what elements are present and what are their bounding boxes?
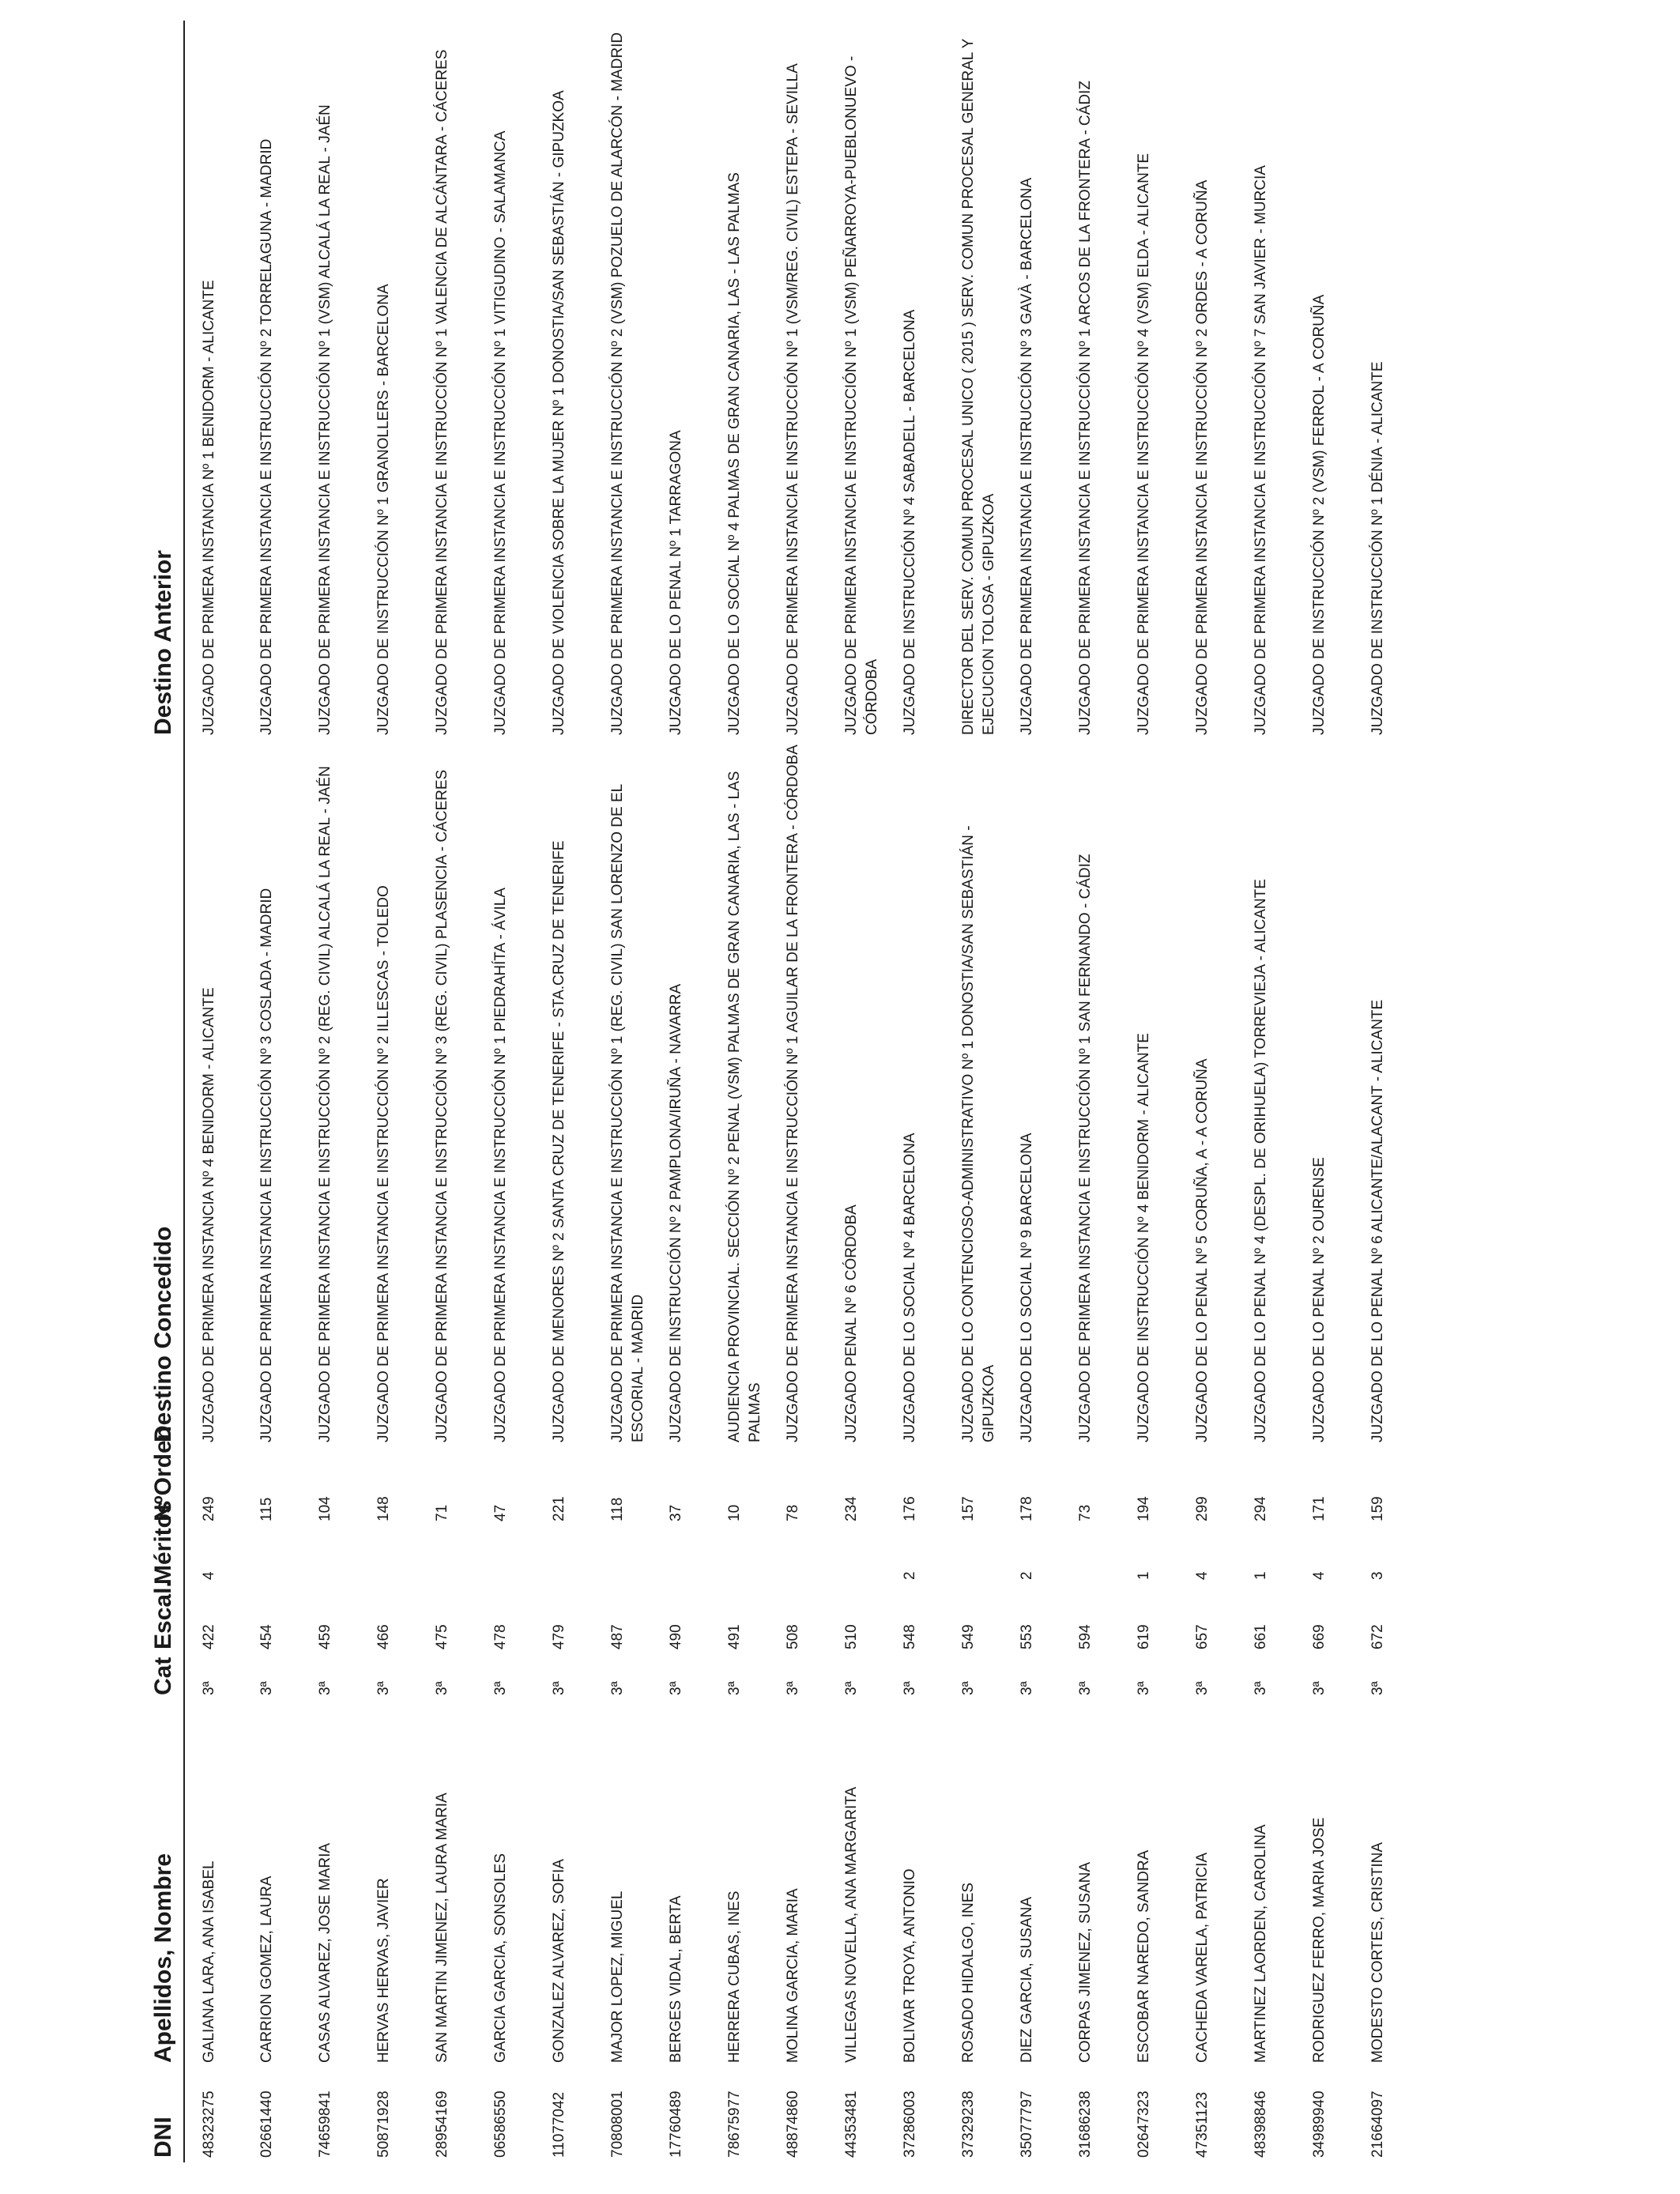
table-row (944, 21, 1003, 2162)
cell-dni: 02661440 (258, 2090, 275, 2158)
cell-dni: 48323275 (201, 2090, 217, 2158)
cell-escal: 672 (1369, 1624, 1386, 1649)
cell-cat: 3ª (1136, 1681, 1152, 1695)
cell-dni: 35077797 (1019, 2090, 1035, 2158)
cell-name: MAJOR LOPEZ, MIGUEL (609, 1891, 626, 2063)
cell-destino-concedido: JUZGADO DE PRIMERA INSTANCIA E INSTRUCCIÓN Nº 2 (REG. CIVIL) ALCALÁ LA REAL - JAÉN (317, 766, 333, 1442)
cell-cat: 3ª (1019, 1681, 1035, 1695)
cell-dni: 78675977 (726, 2090, 743, 2158)
cell-orden: 104 (317, 1496, 333, 1521)
cell-destino-anterior: JUZGADO DE LO SOCIAL Nº 4 PALMAS DE GRAN CANARIA, LAS - LAS PALMAS (726, 172, 743, 735)
cell-orden: 234 (843, 1496, 860, 1521)
cell-name: MOLINA GARCIA, MARIA (785, 1888, 801, 2063)
cell-dni: 28954169 (434, 2090, 450, 2158)
cell-dni: 06586550 (492, 2090, 509, 2158)
cell-meritos: 1 (1252, 1571, 1269, 1580)
cell-destino-anterior: JUZGADO DE INSTRUCCIÓN Nº 1 DÉNIA - ALICANTE (1369, 361, 1386, 735)
header-meritos: Méritos (150, 1526, 184, 1589)
cell-destino-concedido: JUZGADO DE LO PENAL Nº 5 CORUÑA, A - A CORUÑA (1194, 1058, 1211, 1442)
cell-dni: 70808001 (609, 2090, 626, 2158)
cell-destino-concedido: JUZGADO DE PRIMERA INSTANCIA E INSTRUCCIÓN Nº 3 COSLADA - MADRID (258, 888, 275, 1442)
cell-cat: 3ª (1194, 1681, 1211, 1695)
table-row (710, 21, 769, 2162)
cell-dni: 02647323 (1136, 2090, 1152, 2158)
cell-orden: 73 (1077, 1504, 1094, 1521)
cell-name: SAN MARTIN JIMENEZ, LAURA MARIA (434, 1793, 450, 2063)
cell-escal: 454 (258, 1624, 275, 1649)
cell-meritos (535, 1526, 593, 1589)
header-cat: Cat (150, 1654, 184, 1700)
cell-destino-concedido: JUZGADO DE INSTRUCCIÓN Nº 4 BENIDORM - ALICANTE (1136, 1033, 1152, 1442)
cell-name: GARCIA GARCIA, SONSOLES (492, 1853, 509, 2063)
cell-cat: 3ª (609, 1681, 626, 1695)
cell-destino-anterior: JUZGADO DE PRIMERA INSTANCIA E INSTRUCCIÓN Nº 2 (VSM) POZUELO DE ALARCÓN - MADRID (609, 32, 626, 735)
cell-dni: 37286003 (902, 2090, 918, 2158)
cell-destino-anterior: JUZGADO DE PRIMERA INSTANCIA E INSTRUCCIÓN Nº 2 ORDES - A CORUÑA (1194, 179, 1211, 735)
cell-destino-anterior: DIRECTOR DEL SERV. COMUN PROCESAL UNICO ( 2015 ) SERV. COMUN PROCESAL GENERAL Y EJECUCION TOLOSA - GIPUZKOA (960, 39, 997, 735)
cell-meritos: 4 (201, 1571, 217, 1580)
cell-destino-concedido: AUDIENCIA PROVINCIAL. SECCIÓN Nº 2 PENAL (VSM) PALMAS DE GRAN CANARIA, LAS - LAS PALMAS (726, 771, 763, 1442)
cell-destino-anterior: JUZGADO DE INSTRUCCIÓN Nº 4 SABADELL - BARCELONA (902, 309, 918, 735)
cell-cat: 3ª (1077, 1681, 1094, 1695)
cell-orden: 118 (609, 1497, 626, 1521)
cell-destino-concedido: JUZGADO DE PRIMERA INSTANCIA E INSTRUCCIÓN Nº 1 (REG. CIVIL) SAN LORENZO DE EL ESCORIAL - MADRID (609, 784, 646, 1442)
cell-meritos (301, 1526, 360, 1589)
cell-name: VILLEGAS NOVELLA, ANA MARGARITA (843, 1786, 860, 2063)
cell-escal: 661 (1252, 1624, 1269, 1649)
table-row (1003, 21, 1061, 2162)
cell-orden: 171 (1311, 1496, 1328, 1521)
cell-destino-anterior: JUZGADO DE VIOLENCIA SOBRE LA MUJER Nº 1 DONOSTIA/SAN SEBASTIÁN - GIPUZKOA (551, 90, 567, 735)
cell-destino-concedido: JUZGADO DE LO CONTENCIOSO-ADMINISTRATIVO Nº 1 DONOSTIA/SAN SEBASTIÁN - GIPUZKOA (960, 825, 997, 1442)
cell-meritos: 2 (902, 1571, 918, 1580)
cell-name: CARRION GOMEZ, LAURA (258, 1875, 275, 2063)
cell-destino-concedido: JUZGADO DE PRIMERA INSTANCIA E INSTRUCCIÓN Nº 1 SAN FERNANDO - CÁDIZ (1077, 854, 1094, 1442)
cell-destino-anterior: JUZGADO DE PRIMERA INSTANCIA E INSTRUCCIÓN Nº 7 SAN JAVIER - MURCIA (1252, 165, 1269, 735)
cell-escal: 459 (317, 1624, 333, 1649)
cell-orden: 294 (1252, 1496, 1269, 1521)
cell-orden: 71 (434, 1504, 450, 1521)
cell-destino-anterior: JUZGADO DE PRIMERA INSTANCIA E INSTRUCCIÓN Nº 1 (VSM) PEÑARROYA-PUEBLONUEVO - CÓRDOBA (843, 55, 880, 735)
cell-name: ROSADO HIDALGO, INES (960, 1882, 977, 2063)
cell-meritos (243, 1526, 301, 1589)
table-row (243, 21, 301, 2162)
cell-meritos (477, 1526, 535, 1589)
table-row (360, 21, 418, 2162)
cell-escal: 657 (1194, 1624, 1211, 1649)
cell-destino-anterior: JUZGADO DE PRIMERA INSTANCIA E INSTRUCCIÓN Nº 1 VALENCIA DE ALCÁNTARA - CÁCERES (434, 49, 450, 735)
cell-destino-concedido: JUZGADO DE LO PENAL Nº 4 (DESPL. DE ORIHUELA) TORREVIEJA - ALICANTE (1252, 879, 1269, 1442)
cell-meritos: 4 (1311, 1571, 1328, 1580)
table-row (769, 21, 827, 2162)
cell-cat: 3ª (258, 1681, 275, 1695)
cell-meritos (652, 1526, 710, 1589)
table-row (593, 21, 652, 2162)
cell-name: GALIANA LARA, ANA ISABEL (201, 1860, 217, 2063)
cell-meritos (710, 1526, 769, 1589)
cell-dni: 21664097 (1369, 2090, 1386, 2158)
table-row (184, 21, 243, 2162)
cell-orden: 249 (201, 1496, 217, 1521)
cell-orden: 299 (1194, 1496, 1211, 1521)
cell-escal: 619 (1136, 1624, 1152, 1649)
cell-destino-concedido: JUZGADO DE PRIMERA INSTANCIA Nº 4 BENIDORM - ALICANTE (201, 987, 217, 1442)
header-anterior: Destino Anterior (150, 21, 184, 740)
cell-escal: 549 (960, 1624, 977, 1649)
cell-cat: 3ª (726, 1681, 743, 1695)
header-orden: NºOrden (150, 1447, 184, 1526)
cell-orden: 148 (375, 1496, 392, 1521)
cell-cat: 3ª (1369, 1681, 1386, 1695)
cell-destino-concedido: JUZGADO DE INSTRUCCIÓN Nº 2 PAMPLONA/IRUÑA - NAVARRA (668, 983, 684, 1442)
cell-dni: 34989940 (1311, 2090, 1328, 2158)
cell-destino-anterior: JUZGADO DE PRIMERA INSTANCIA E INSTRUCCIÓN Nº 1 VITIGUDINO - SALAMANCA (492, 130, 509, 735)
cell-dni: 50871928 (375, 2090, 392, 2158)
cell-orden: 176 (902, 1496, 918, 1521)
cell-name: GONZALEZ ALVAREZ, SOFIA (551, 1859, 567, 2063)
table-row (1295, 21, 1354, 2162)
destinations-table (150, 21, 1412, 2162)
cell-destino-concedido: JUZGADO DE PRIMERA INSTANCIA E INSTRUCCIÓN Nº 2 ILLESCAS - TOLEDO (375, 885, 392, 1442)
cell-cat: 3ª (201, 1681, 217, 1695)
cell-escal: 508 (785, 1624, 801, 1649)
cell-escal: 422 (201, 1624, 217, 1649)
cell-destino-concedido: JUZGADO DE LO SOCIAL Nº 9 BARCELONA (1019, 1133, 1035, 1442)
cell-destino-anterior: JUZGADO DE PRIMERA INSTANCIA E INSTRUCCIÓN Nº 1 (VSM) ALCALÁ LA REAL - JAÉN (317, 104, 333, 735)
document-sheet (150, 21, 1412, 2162)
table-row (418, 21, 477, 2162)
cell-cat: 3ª (668, 1681, 684, 1695)
cell-escal: 478 (492, 1624, 509, 1649)
cell-destino-concedido: JUZGADO DE LO PENAL Nº 6 ALICANTE/ALACANT - ALICANTE (1369, 999, 1386, 1442)
cell-destino-anterior: JUZGADO DE INSTRUCCIÓN Nº 1 GRANOLLERS - BARCELONA (375, 284, 392, 735)
cell-dni: 48398846 (1252, 2090, 1269, 2158)
cell-destino-concedido: JUZGADO DE MENORES Nº 2 SANTA CRUZ DE TENERIFE - STA.CRUZ DE TENERIFE (551, 840, 567, 1442)
cell-name: RODRIGUEZ FERRO, MARIA JOSE (1311, 1817, 1328, 2063)
cell-destino-concedido: JUZGADO DE LO SOCIAL Nº 4 BARCELONA (902, 1133, 918, 1442)
cell-destino-anterior: JUZGADO DE PRIMERA INSTANCIA E INSTRUCCIÓN Nº 1 (VSM/REG. CIVIL) ESTEPA - SEVILLA (785, 63, 801, 735)
table-row (1178, 21, 1237, 2162)
cell-escal: 510 (843, 1624, 860, 1649)
cell-cat: 3ª (785, 1681, 801, 1695)
cell-cat: 3ª (375, 1681, 392, 1695)
cell-destino-anterior: JUZGADO DE PRIMERA INSTANCIA Nº 1 BENIDORM - ALICANTE (201, 280, 217, 735)
cell-destino-concedido: JUZGADO DE PRIMERA INSTANCIA E INSTRUCCIÓN Nº 3 (REG. CIVIL) PLASENCIA - CÁCERES (434, 769, 450, 1442)
cell-name: CORPAS JIMENEZ, SUSANA (1077, 1861, 1094, 2063)
header-concedido: Destino Concedido (150, 740, 184, 1447)
cell-escal: 491 (726, 1624, 743, 1649)
cell-meritos: 4 (1194, 1571, 1211, 1580)
cell-orden: 78 (785, 1504, 801, 1521)
cell-orden: 157 (960, 1496, 977, 1521)
cell-name: MODESTO CORTES, CRISTINA (1369, 1842, 1386, 2063)
cell-name: HERRERA CUBAS, INES (726, 1891, 743, 2063)
table-row (301, 21, 360, 2162)
table-row (1237, 21, 1295, 2162)
cell-name: ESCOBAR NAREDO, SANDRA (1136, 1849, 1152, 2063)
table-header-row (150, 21, 184, 2162)
cell-dni: 37329238 (960, 2090, 977, 2158)
cell-orden: 10 (726, 1504, 743, 1521)
cell-dni: 11077042 (551, 2091, 567, 2158)
cell-escal: 553 (1019, 1624, 1035, 1649)
table-body (184, 21, 1412, 2162)
cell-meritos (769, 1526, 827, 1589)
cell-meritos (944, 1526, 1003, 1589)
cell-meritos (418, 1526, 477, 1589)
cell-escal: 487 (609, 1624, 626, 1649)
cell-orden: 221 (551, 1496, 567, 1521)
table-row (477, 21, 535, 2162)
cell-meritos: 1 (1136, 1571, 1152, 1580)
cell-escal: 479 (551, 1624, 567, 1649)
cell-name: CASAS ALVAREZ, JOSE MARIA (317, 1842, 333, 2063)
header-escal: Escal. (150, 1589, 184, 1654)
cell-orden: 115 (258, 1497, 275, 1521)
cell-cat: 3ª (960, 1681, 977, 1695)
table-row (535, 21, 593, 2162)
cell-destino-anterior: JUZGADO DE INSTRUCCIÓN Nº 2 (VSM) FERROL - A CORUÑA (1311, 294, 1328, 735)
cell-cat: 3ª (1311, 1681, 1328, 1695)
cell-name: BERGES VIDAL, BERTA (668, 1895, 684, 2063)
cell-dni: 17760489 (668, 2090, 684, 2158)
header-name: Apellidos, Nombre (150, 1700, 184, 2068)
cell-escal: 548 (902, 1624, 918, 1649)
cell-cat: 3ª (902, 1681, 918, 1695)
cell-dni: 31686238 (1077, 2090, 1094, 2158)
cell-cat: 3ª (317, 1681, 333, 1695)
cell-orden: 194 (1136, 1496, 1152, 1521)
cell-dni: 44353481 (843, 2090, 860, 2158)
cell-destino-concedido: JUZGADO DE PRIMERA INSTANCIA E INSTRUCCIÓN Nº 1 PIEDRAHÍTA - ÁVILA (492, 888, 509, 1442)
cell-destino-concedido: JUZGADO DE PRIMERA INSTANCIA E INSTRUCCIÓN Nº 1 AGUILAR DE LA FRONTERA - CÓRDOBA (785, 745, 801, 1442)
cell-cat: 3ª (492, 1681, 509, 1695)
cell-escal: 490 (668, 1624, 684, 1649)
cell-orden: 178 (1019, 1496, 1035, 1521)
cell-meritos (1061, 1526, 1120, 1589)
cell-dni: 74659841 (317, 2090, 333, 2158)
table-row (1061, 21, 1120, 2162)
cell-name: DIEZ GARCIA, SUSANA (1019, 1896, 1035, 2063)
cell-orden: 159 (1369, 1496, 1386, 1521)
cell-escal: 669 (1311, 1624, 1328, 1649)
cell-meritos (827, 1526, 886, 1589)
cell-cat: 3ª (434, 1681, 450, 1695)
table-row (652, 21, 710, 2162)
cell-destino-anterior: JUZGADO DE PRIMERA INSTANCIA E INSTRUCCIÓN Nº 1 ARCOS DE LA FRONTERA - CÁDIZ (1077, 81, 1094, 735)
cell-destino-concedido: JUZGADO PENAL Nº 6 CÓRDOBA (843, 1204, 860, 1442)
cell-name: BOLIVAR TROYA, ANTONIO (902, 1868, 918, 2063)
table-row (886, 21, 944, 2162)
table-row (1354, 21, 1412, 2162)
table-row (1120, 21, 1178, 2162)
cell-cat: 3ª (551, 1681, 567, 1695)
cell-name: MARTINEZ LAORDEN, CAROLINA (1252, 1824, 1269, 2063)
cell-meritos (593, 1526, 652, 1589)
cell-destino-anterior: JUZGADO DE PRIMERA INSTANCIA E INSTRUCCIÓN Nº 4 (VSM) ELDA - ALICANTE (1136, 153, 1152, 735)
header-dni: DNI (150, 2068, 184, 2162)
cell-dni: 48874860 (785, 2090, 801, 2158)
cell-escal: 466 (375, 1624, 392, 1649)
cell-name: CACHEDA VARELA, PATRICIA (1194, 1852, 1211, 2063)
cell-name: HERVAS HERVAS, JAVIER (375, 1878, 392, 2063)
cell-destino-anterior: JUZGADO DE PRIMERA INSTANCIA E INSTRUCCIÓN Nº 2 TORRELAGUNA - MADRID (258, 138, 275, 735)
cell-meritos: 3 (1369, 1571, 1386, 1580)
cell-destino-anterior: JUZGADO DE PRIMERA INSTANCIA E INSTRUCCIÓN Nº 3 GAVÀ - BARCELONA (1019, 177, 1035, 735)
cell-escal: 594 (1077, 1624, 1094, 1649)
cell-destino-concedido: JUZGADO DE LO PENAL Nº 2 OURENSE (1311, 1157, 1328, 1442)
cell-orden: 37 (668, 1504, 684, 1521)
cell-meritos: 2 (1019, 1571, 1035, 1580)
cell-cat: 3ª (843, 1681, 860, 1695)
cell-orden: 47 (492, 1504, 509, 1521)
cell-meritos (360, 1526, 418, 1589)
cell-dni: 47351123 (1194, 2091, 1211, 2158)
cell-escal: 475 (434, 1624, 450, 1649)
cell-cat: 3ª (1252, 1681, 1269, 1695)
cell-destino-anterior: JUZGADO DE LO PENAL Nº 1 TARRAGONA (668, 430, 684, 735)
table-row (827, 21, 886, 2162)
